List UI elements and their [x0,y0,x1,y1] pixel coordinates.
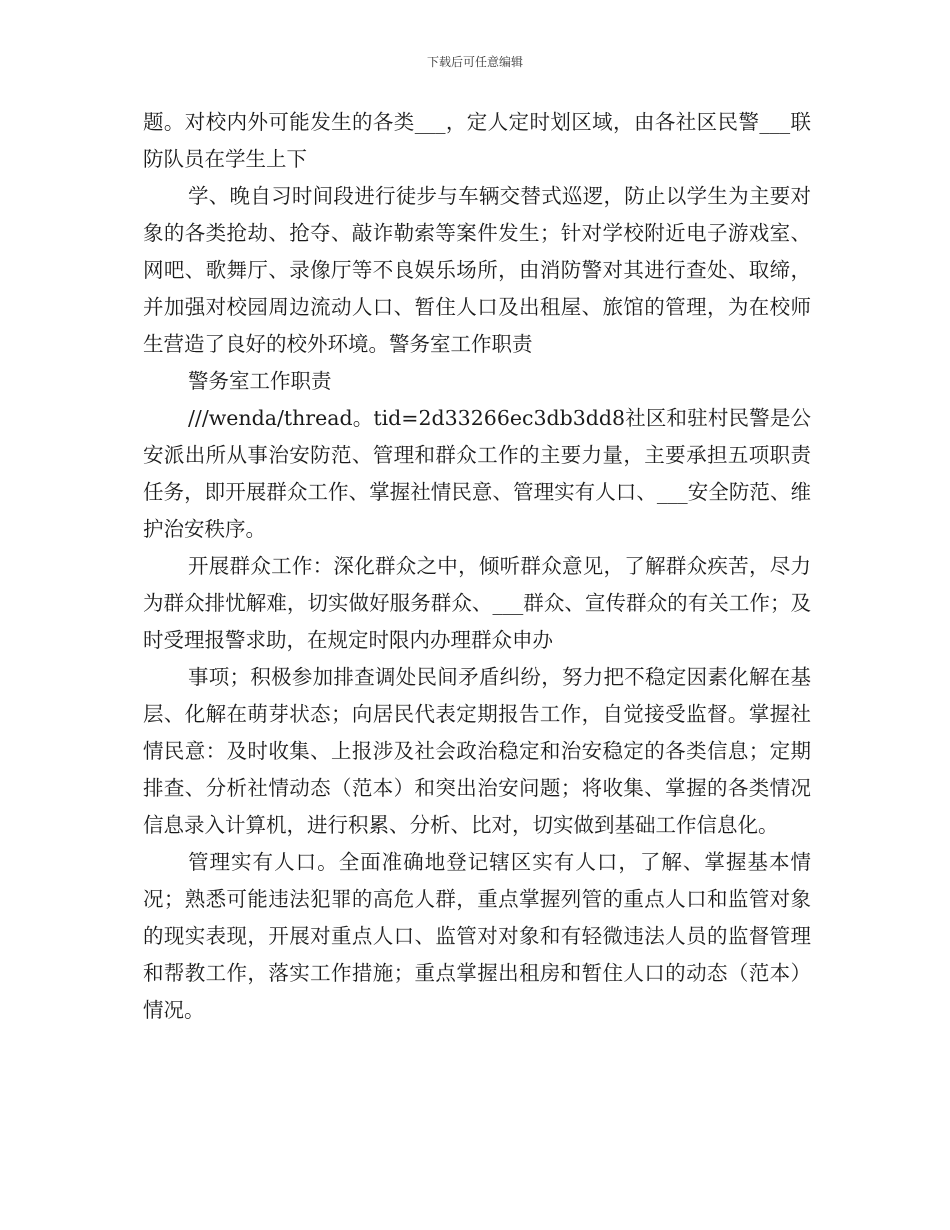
page-header: 下载后可任意编辑 [426,55,523,69]
paragraph-1: 题。对校内外可能发生的各类___，定人定时划区域，由各社区民警___联防队员在学生上下 [143,110,811,171]
paragraph-2: 学、晚自习时间段进行徒步与车辆交替式巡逻，防止以学生为主要对象的各类抢劫、抢夺、敲诈勒索等案件发生；针对学校附近电子游戏室、网吧、歌舞厅、录像厅等不良娱乐场所，由消防警对其进行查处、取缔，并加强对校园周边流动人口、暂住人口及出租屋、旅馆的管理，为在校师生营造了良好的校外环境。警务室工作职责 [143,184,811,356]
paragraph-3: 警务室工作职责 [188,369,332,393]
paragraph-4: ///wenda/thread。tid=2d33266ec3db3dd8社区和驻村民警是公安派出所从事治安防范、管理和群众工作的主要力量，主要承担五项职责任务，即开展群众工作、掌握社情民意、管理实有人口、___安全防范、维护治安秩序。 [143,406,811,541]
document-body [143,104,811,1029]
paragraph-6: 事项；积极参加排查调处民间矛盾纠纷，努力把不稳定因素化解在基层、化解在萌芽状态；向居民代表定期报告工作，自觉接受监督。掌握社情民意：及时收集、上报涉及社会政治稳定和治安稳定的各类信息；定期排查、分析社情动态（范本）和突出治安问题；将收集、掌握的各类情况信息录入计算机，进行积累、分析、比对，切实做到基础工作信息化。 [143,665,811,837]
paragraph-7: 管理实有人口。全面准确地登记辖区实有人口，了解、掌握基本情况；熟悉可能违法犯罪的高危人群，重点掌握列管的重点人口和监管对象的现实表现，开展对重点人口、监管对对象和有轻微违法人员的监督管理和帮教工作，落实工作措施；重点掌握出租房和暂住人口的动态（范本）情况。 [143,850,811,1022]
paragraph-5: 开展群众工作：深化群众之中，倾听群众意见，了解群众疾苦，尽力为群众排忧解难，切实做好服务群众、___群众、宣传群众的有关工作；及时受理报警求助，在规定时限内办理群众申办 [143,554,811,652]
